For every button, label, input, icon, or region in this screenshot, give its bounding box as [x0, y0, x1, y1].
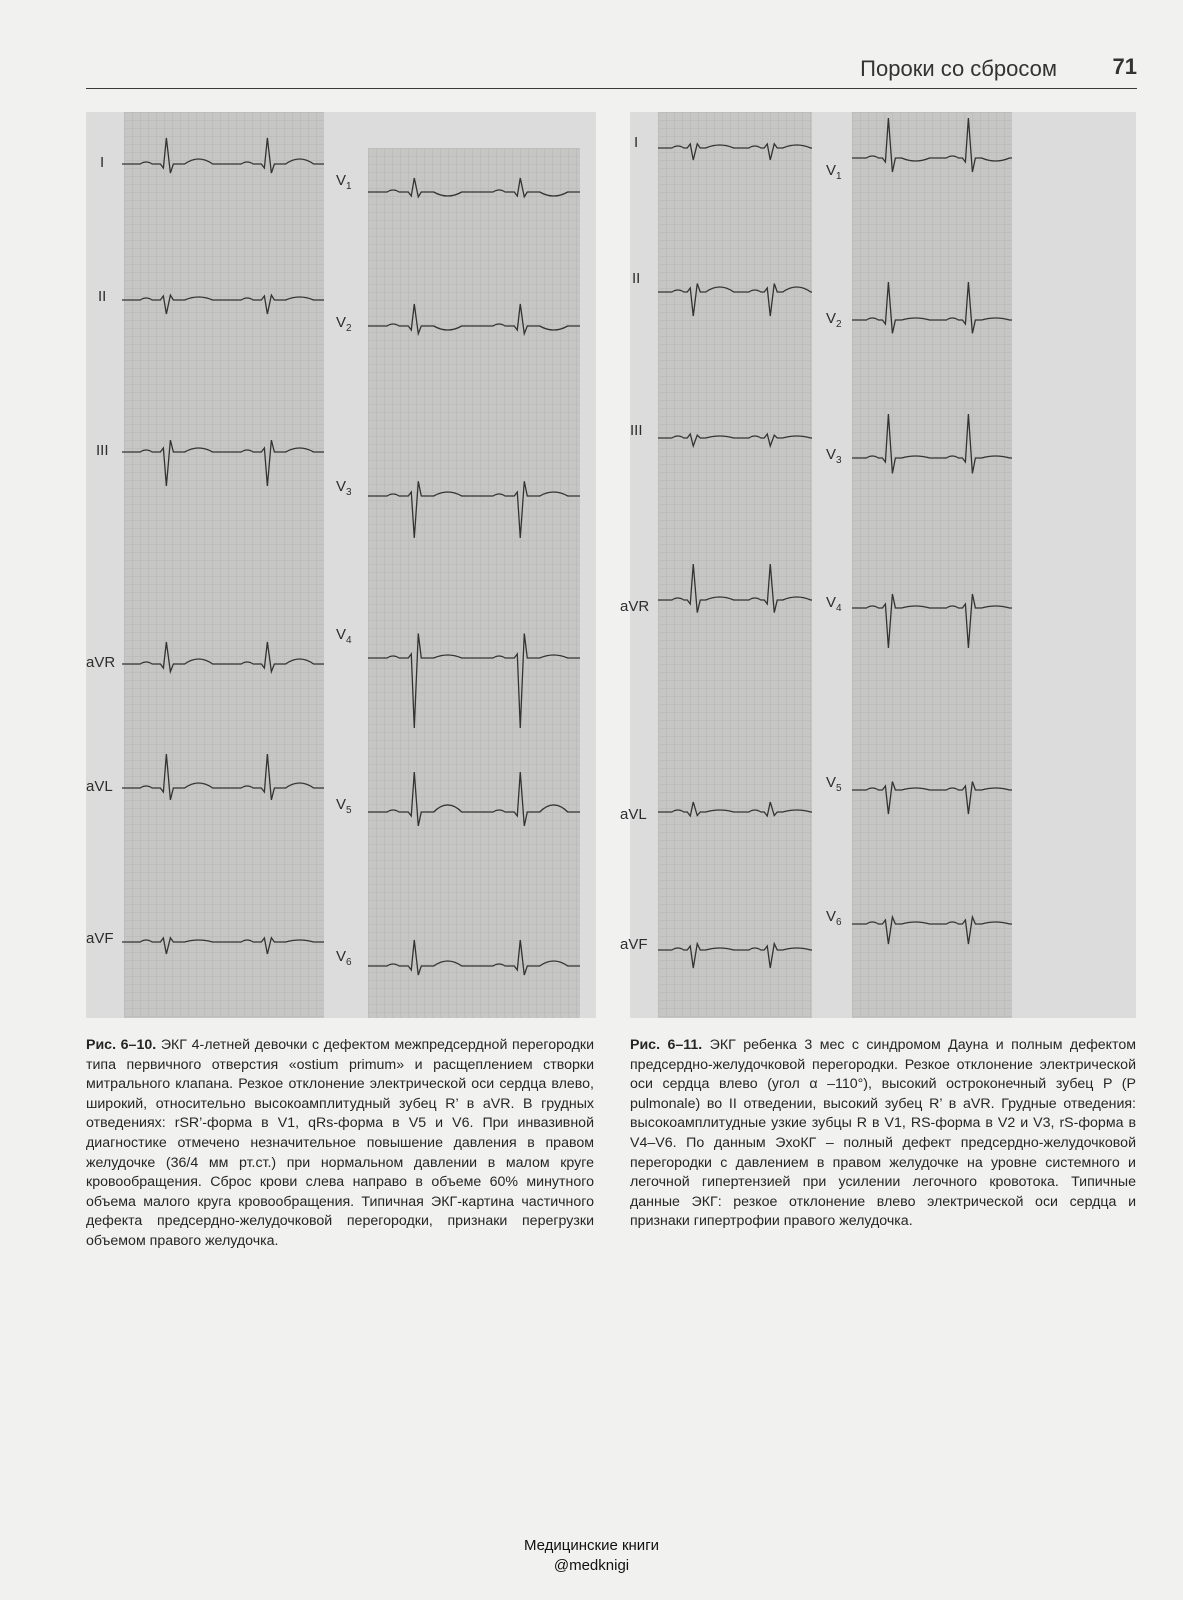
section-title: Пороки со сбросом: [860, 56, 1057, 81]
ecg-trace: [852, 594, 1012, 648]
figure-caption-6-10: [86, 1036, 594, 1252]
ecg-trace: [852, 782, 1012, 814]
ecg-trace: [658, 944, 812, 968]
page-header: [86, 52, 1137, 89]
caption-label: Рис. 6–11.: [630, 1037, 703, 1053]
ecg-trace: [658, 564, 812, 613]
ecg-trace: [122, 440, 324, 486]
lead-label: $V_4$: [826, 594, 842, 614]
lead-label: $V_2$: [826, 310, 842, 330]
lead-label: aVF: [86, 930, 114, 947]
ecg-trace: [122, 138, 324, 173]
lead-label: aVL: [620, 806, 647, 823]
ecg-trace: [122, 938, 324, 954]
ecg-trace: [368, 304, 580, 334]
ecg-trace: [368, 940, 580, 975]
ecg-trace: [122, 642, 324, 672]
lead-label: $V_4$: [336, 626, 352, 646]
lead-label: $V_6$: [336, 948, 352, 968]
watermark-line: @medknigi: [553, 1557, 630, 1574]
caption-text: ЭКГ ребенка 3 мес с синдромом Дауна и полным дефектом предсердно-желудочковой перегородки. Резкое отклонение электрической оси сердца влево (угол α –110°), высокий остроконечный зубец P (P pulmonale) во II отведении, высокий зубец R’ в aVR. Грудные отведения: высокоамплитудные узкие зубцы R в V1, RS-форма в V2 и V3, rS-форма в V4–V6. По данным ЭхоКГ – полный дефект предсердно-желудочковой перегородки с давлением в правом желудочке на уровне системного и легочной гипертензией при усилении легочного кровотока. Типичные данные ЭКГ: резкое отклонение влево электрической оси сердца и признаки гипертрофии правого желудочка.: [630, 1037, 1136, 1230]
figure-caption-6-11: [630, 1036, 1136, 1232]
ecg-trace: [368, 178, 580, 197]
lead-label: $V_5$: [826, 774, 842, 794]
ecg-trace: [852, 414, 1012, 473]
ecg-trace: [658, 144, 812, 160]
ecg-trace: [852, 917, 1012, 944]
figure-6-11: [620, 112, 1136, 1018]
ecg-trace: [368, 481, 580, 538]
ecg-trace: [368, 772, 580, 826]
ecg-trace: [122, 295, 324, 314]
caption-label: Рис. 6–10.: [86, 1037, 157, 1053]
ecg-traces-left: [86, 112, 596, 1018]
lead-label: aVR: [86, 654, 116, 671]
lead-label: $V_3$: [826, 446, 842, 466]
ecg-trace: [852, 282, 1012, 333]
lead-label: III: [96, 442, 109, 459]
ecg-traces-right: [630, 112, 1136, 1018]
watermark-line: Медицинские книги: [523, 1537, 660, 1554]
ecg-trace: [658, 434, 812, 446]
lead-label: $V_6$: [826, 908, 842, 928]
lead-label: II: [98, 288, 107, 305]
caption-text: ЭКГ 4-летней девочки с дефектом межпредсердной перегородки типа первичного отверстия «ostium primum» и расщеплением створки митрального клапана. Резкое отклонение электрической оси сердца влево, широкий, относительно высокоамплитудный зубец R’ в aVR. В грудных отведениях: rSR’-форма в V1, qRs-форма в V5 и V6. При инвазивной диагностике отмечено незначительное повышение давления в правом желудочке (36/4 мм рт.ст.) при нормальном давлении в малом круге кровообращения. Сброс крови слева направо в объеме 60% минутного объема малого круга кровообращения. Типичная ЭКГ-картина частичного дефекта предсердно-желудочковой перегородки, признаки перегрузки объемом правого желудочка.: [86, 1037, 594, 1249]
lead-label: aVF: [620, 936, 648, 953]
lead-label: III: [630, 422, 643, 439]
lead-label: $V_3$: [336, 478, 352, 498]
lead-label: $V_5$: [336, 796, 352, 816]
ecg-trace: [368, 634, 580, 729]
ecg-trace: [658, 802, 812, 816]
ecg-trace: [852, 118, 1012, 172]
lead-label: aVR: [620, 598, 650, 615]
figure-6-10: [86, 112, 596, 1018]
lead-label: II: [632, 270, 641, 287]
lead-label: $V_1$: [826, 162, 842, 182]
lead-label: aVL: [86, 778, 113, 795]
page-number: 71: [1112, 54, 1137, 79]
lead-label: I: [634, 134, 639, 151]
lead-label: $V_2$: [336, 314, 352, 334]
watermark: [0, 1536, 1183, 1576]
lead-label: $V_1$: [336, 172, 352, 192]
ecg-trace: [658, 284, 812, 316]
lead-label: I: [100, 154, 105, 171]
ecg-trace: [122, 754, 324, 800]
